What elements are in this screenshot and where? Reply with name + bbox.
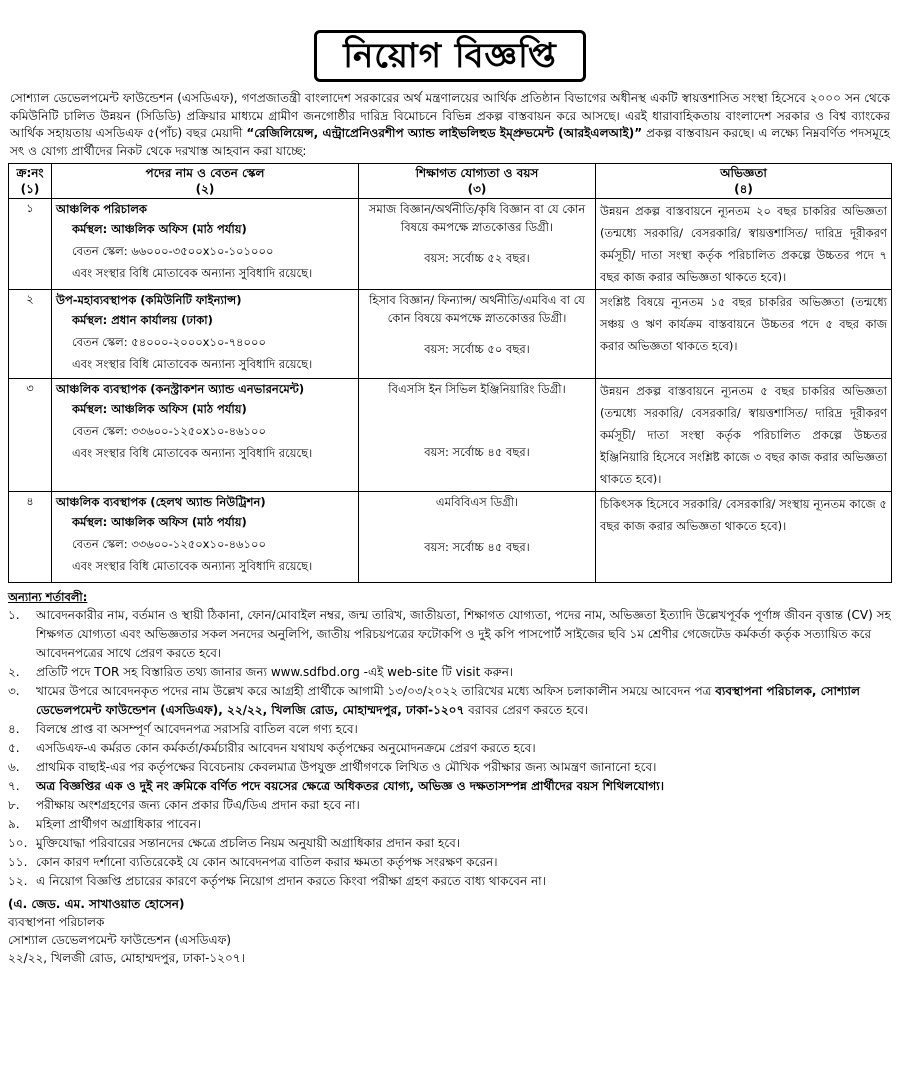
exp-text: সংশ্লিষ্ট বিষয়ে ন্যূনতম ১৫ বছর চাকরির অভিজ্ঞতা (তন্মধ্যে সঞ্চয় ও ঋণ কার্যক্রম বাস্তবায়নে উচ্চতর পদে ৫ বছর কাজ করার অভিজ্ঞতা থাকতে হবে)।	[600, 295, 887, 353]
table-row	[9, 199, 892, 290]
row-exp	[596, 290, 892, 379]
condition-item: ১০. মুক্তিযোদ্ধা পরিবারের সন্তানদের ক্ষেত্রে প্রচলিত নিয়ম অনুযায়ী অগ্রাধিকার প্রদান করা হবে।	[8, 836, 461, 850]
age-text: বয়স: সর্বোচ্চ ৪৫ বছর।	[424, 445, 530, 459]
signatory-name: (এ. জেড. এম. সাখাওয়াত হোসেন)	[8, 897, 185, 911]
conditions-list	[8, 606, 892, 891]
condition-item: ৫. এসডিএফ-এ কর্মরত কোন কর্মকর্তা/কর্মচারীর আবেদন যথাযথ কর্তৃপক্ষের অনুমোদনক্রমে প্রেরণ করতে হবে।	[8, 741, 536, 755]
condition-item: ১১. কোন কারণ দর্শানো ব্যতিরেকেই যে কোন আবেদনপত্র বাতিল করার ক্ষমতা কর্তৃপক্ষ সংরক্ষণ করেন।	[8, 855, 498, 869]
row-exp	[596, 199, 892, 290]
signatory-designation: ব্যবস্থাপনা পরিচালক	[8, 915, 105, 929]
condition-item: ৪. বিলম্বে প্রাপ্ত বা অসম্পূর্ণ আবেদনপত্র সরাসরি বাতিল বলে গণ্য হবে।	[8, 722, 358, 736]
row-exp	[596, 492, 892, 583]
condition-item: ৩. খামের উপরে আবেদনকৃত পদের নাম উল্লেখ করে আগ্রহী প্রার্থীকে আগামী ১৩/০৩/২০২২ তারিখের মধ্যে অফিস চলাকালীন সময়ে আবেদন পত্র ব্যবস্থাপনা পরিচালক, সোশ্যাল ডেভেলপমেন্ট ফাউন্ডেশন (এসডিএফ), ২২/২২, খিলজি রোড, মোহাম্মদপুর, ঢাকা-১২০৭ বরাবর প্রেরণ করতে হবে।	[8, 684, 860, 717]
post-benefit: এবং সংস্থার বিধি মোতাবেক অন্যান্য সুবিধাদি রয়েছে।	[72, 446, 313, 460]
signatory-address: ২২/২২, খিলজী রোড, মোহাম্মদপুর, ঢাকা-১২০৭।	[8, 951, 245, 965]
row-post	[52, 492, 359, 583]
table-header-row	[9, 164, 892, 199]
post-benefit: এবং সংস্থার বিধি মোতাবেক অন্যান্য সুবিধাদি রয়েছে।	[72, 559, 313, 573]
post-station: কর্মস্থল: প্রধান কার্যালয় (ঢাকা)	[72, 313, 213, 327]
post-station: কর্মস্থল: আঞ্চলিক অফিস (মাঠ পর্যায়)	[72, 515, 247, 529]
condition-item: ১. আবেদনকারীর নাম, বর্তমান ও স্থায়ী ঠিকানা, ফোন/মোবাইল নম্বর, জন্ম তারিখ, জাতীয়তা, শিক্ষাগত যোগ্যতা, পদের নাম, অভিজ্ঞতা ইত্যাদি উল্লেখপূর্বক পূর্ণাঙ্গ জীবন বৃত্তান্ত (CV) সহ শিক্ষগত যোগ্যতা এবং অভিজ্ঞতার সকল সনদের অনুলিপি, জাতীয় পরিচয়পত্রের ফটোকপি ও দুই কপি পাসপোর্ট সাইজের ছবি ১ম শ্রেণীর গেজেটেড কর্মকর্তা কর্তৃক সত্যায়িত করে আবেদনপত্রের সাথে প্রেরণ করতে হবে।	[8, 608, 891, 660]
job-circular	[8, 4, 892, 967]
post-scale: বেতন স্কেল: ৩৩৬০০-১২৫০x১০-৪৬১০০	[72, 424, 266, 438]
condition-item: ২. প্রতিটি পদে TOR সহ বিস্তারিত তথ্য জানার জন্য www.sdfbd.org -এই web-site টি visit করুন।	[8, 665, 514, 679]
table-row	[9, 492, 892, 583]
post-scale: বেতন স্কেল: ৩৩৬০০-১২৫০x১০-৪৬১০০	[72, 537, 266, 551]
signature-block	[8, 895, 892, 967]
post-title: আঞ্চলিক ব্যবস্থাপক (কনস্ট্রাকশন অ্যান্ড এনভারনমেন্ট)	[56, 382, 305, 396]
conditions-heading: অন্যান্য শর্তাবলী:	[8, 590, 88, 604]
condition-item: ৬. প্রাথমিক বাছাই-এর পর কর্তৃপক্ষের বিবেচনায় কেবলমাত্র উপযুক্ত প্রার্থীগণকে লিখিত ও মৌখিক পরীক্ষার জন্য আমন্ত্রণ জানানো হবে।	[8, 760, 657, 774]
condition-item: ৮. পরীক্ষায় অংশগ্রহণের জন্য কোন প্রকার টিএ/ডিএ প্রদান করা হবে না।	[8, 798, 360, 812]
project-name: “রেজিলিয়েন্স, এন্ট্রাপ্রেনিওরশীপ অ্যান্ড লাইভলিহুড ইম্প্রুভমেন্ট (আরইএলআই)”	[246, 126, 643, 140]
exp-text: উন্নয়ন প্রকল্প বাস্তবায়নে ন্যূনতম ২০ বছর চাকরির অভিজ্ঞতা (তন্মধ্যে সরকারি/ বেসরকারি/ স্বায়ত্তশাসিত/ দারিদ্র দূরীকরণ কর্মসূচী/ দাতা সংস্থা কর্তৃক পরিচালিত প্রকল্পে উচ্চতর পদে ৭ বছর কাজ করার অভিজ্ঞতা থাকতে হবে)।	[600, 204, 887, 284]
condition-item: ৯. মহিলা প্রার্থীগণ অগ্রাধিকার পাবেন।	[8, 817, 202, 831]
header-post: পদের নাম ও বেতন স্কেল (২)	[52, 164, 359, 199]
posts-table	[8, 163, 892, 583]
edu-text: বিএসসি ইন সিভিল ইঞ্জিনিয়ারিং ডিগ্রী।	[388, 382, 566, 396]
exp-text: চিকিৎসক হিসেবে সরকারি/ বেসরকারি/ সংস্থায় ন্যূনতম কাজে ৫ বছর কাজ করার অভিজ্ঞতা থাকতে হবে)।	[600, 497, 887, 533]
age-text: বয়স: সর্বোচ্চ ৫০ বছর।	[424, 342, 530, 356]
post-scale: বেতন স্কেল: ৫৪০০০-২০০০x১০-৭৪০০০	[72, 335, 266, 349]
row-edu	[359, 199, 596, 290]
age-text: বয়স: সর্বোচ্চ ৪৫ বছর।	[424, 540, 530, 554]
row-exp	[596, 379, 892, 492]
edu-text: এমবিবিএস ডিগ্রী।	[435, 495, 519, 509]
post-title: আঞ্চলিক ব্যবস্থাপক (হেলথ অ্যান্ড নিউট্রিশন)	[56, 495, 266, 509]
title-box	[8, 30, 892, 82]
post-scale: বেতন স্কেল: ৬৬০০০-৩৫০০x১০-১০১০০০	[72, 244, 274, 258]
post-station: কর্মস্থল: আঞ্চলিক অফিস (মাঠ পর্যায়)	[72, 222, 247, 236]
table-row	[9, 379, 892, 492]
row-edu	[359, 290, 596, 379]
edu-text: সমাজ বিজ্ঞান/অর্থনীতি/কৃষি বিজ্ঞান বা যে কোন বিষয়ে কমপক্ষে স্নাতকোত্তর ডিগ্রী।	[368, 202, 586, 234]
row-edu	[359, 492, 596, 583]
page-title: নিয়োগ বিজ্ঞপ্তি	[314, 30, 586, 82]
exp-text: উন্নয়ন প্রকল্প বাস্তবায়নে ন্যূনতম ৫ বছর চাকরির অভিজ্ঞতা (তন্মধ্যে সরকারি/ বেসরকারি/ স্বায়ত্তশাসিত/ দারিদ্র দূরীকরণ কর্মসূচী/ দাতা সংস্থা কর্তৃক পরিচালিত প্রকল্পে উচ্চতর ইঞ্জিনিয়ারি হিসেবে সংশ্লিষ্ট কাজে ৩ বছর কাজ করার অভিজ্ঞতা থাকতে হবে)।	[600, 384, 887, 486]
post-title: উপ-মহাব্যবস্থাপক (কমিউনিটি ফাইন্যান্স)	[56, 293, 242, 307]
row-sl: ৪	[9, 492, 52, 583]
header-sl: ক্র:নং (১)	[9, 164, 52, 199]
row-post	[52, 379, 359, 492]
intro-paragraph	[10, 90, 890, 160]
header-edu: শিক্ষাগত যোগ্যতা ও বয়স (৩)	[359, 164, 596, 199]
condition-item: ৭. অত্র বিজ্ঞপ্তির এক ও দুই নং ক্রমিকে বর্ণিত পদে বয়সের ক্ষেত্রে অধিকতর যোগ্য, অভিজ্ঞ ও দক্ষতাসম্পন্ন প্রার্থীদের বয়স শিথিলযোগ্য।	[8, 779, 665, 793]
row-post	[52, 290, 359, 379]
row-edu	[359, 379, 596, 492]
edu-text: হিসাব বিজ্ঞান/ ফিন্যান্স/ অর্থনীতি/এমবিএ বা যে কোন বিষয়ে কমপক্ষে স্নাতকোত্তর ডিগ্রী।	[369, 293, 585, 325]
table-row	[9, 290, 892, 379]
signatory-org: সোশ্যাল ডেভেলপমেন্ট ফাউন্ডেশন (এসডিএফ)	[8, 933, 232, 947]
intro-text-1: সোশ্যাল ডেভেলপমেন্ট ফাউন্ডেশন (এসডিএফ), গণপ্রজাতন্ত্রী বাংলাদেশ সরকারের অর্থ মন্ত্রণালয়ের আর্থিক প্রতিষ্ঠান বিভাগের অধীনস্থ একটি স্বায়ত্তশাসিত সংস্থা হিসেবে ২০০০ সন থেকে কমিউনিটি চালিত উন্নয়ন (সিডিডি) প্রক্রিয়ার মাধ্যমে গ্রামীণ জনগোষ্ঠীর দারিদ্র বিমোচনে বিভিন্ন প্রকল্প বাস্তবায়ন করে আসছে। এরই ধারাবাহিকতায় বাংলাদেশ সরকার ও বিশ্ব ব্যাংকের আর্থিক সহায়তায় এসডিএফ ৫(পাঁচ) বছর মেয়াদী	[10, 91, 890, 140]
intro-text-2: প্রকল্প বাস্তবায়ন করছে। এ লক্ষ্যে নিম্নবর্ণিত পদসমূহে সৎ ও যোগ্য প্রার্থীদের নিকট থেকে দরখাস্ত আহবান করা যাচ্ছে:	[10, 126, 890, 158]
row-sl: ২	[9, 290, 52, 379]
post-station: কর্মস্থল: আঞ্চলিক অফিস (মাঠ পর্যায়)	[72, 402, 247, 416]
header-exp: অভিজ্ঞতা (৪)	[596, 164, 892, 199]
row-post	[52, 199, 359, 290]
condition-item: ১২. এ নিয়োগ বিজ্ঞপ্তি প্রচারের কারণে কর্তৃপক্ষ নিয়োগ প্রদান করতে কিংবা পরীক্ষা গ্রহণ করতে বাধ্য থাকবেন না।	[8, 874, 546, 888]
post-benefit: এবং সংস্থার বিধি মোতাবেক অন্যান্য সুবিধাদি রয়েছে।	[72, 266, 313, 280]
post-title: আঞ্চলিক পরিচালক	[56, 202, 147, 216]
row-sl: ৩	[9, 379, 52, 492]
row-sl: ১	[9, 199, 52, 290]
post-benefit: এবং সংস্থার বিধি মোতাবেক অন্যান্য সুবিধাদি রয়েছে।	[72, 357, 313, 371]
age-text: বয়স: সর্বোচ্চ ৫২ বছর।	[424, 251, 530, 265]
